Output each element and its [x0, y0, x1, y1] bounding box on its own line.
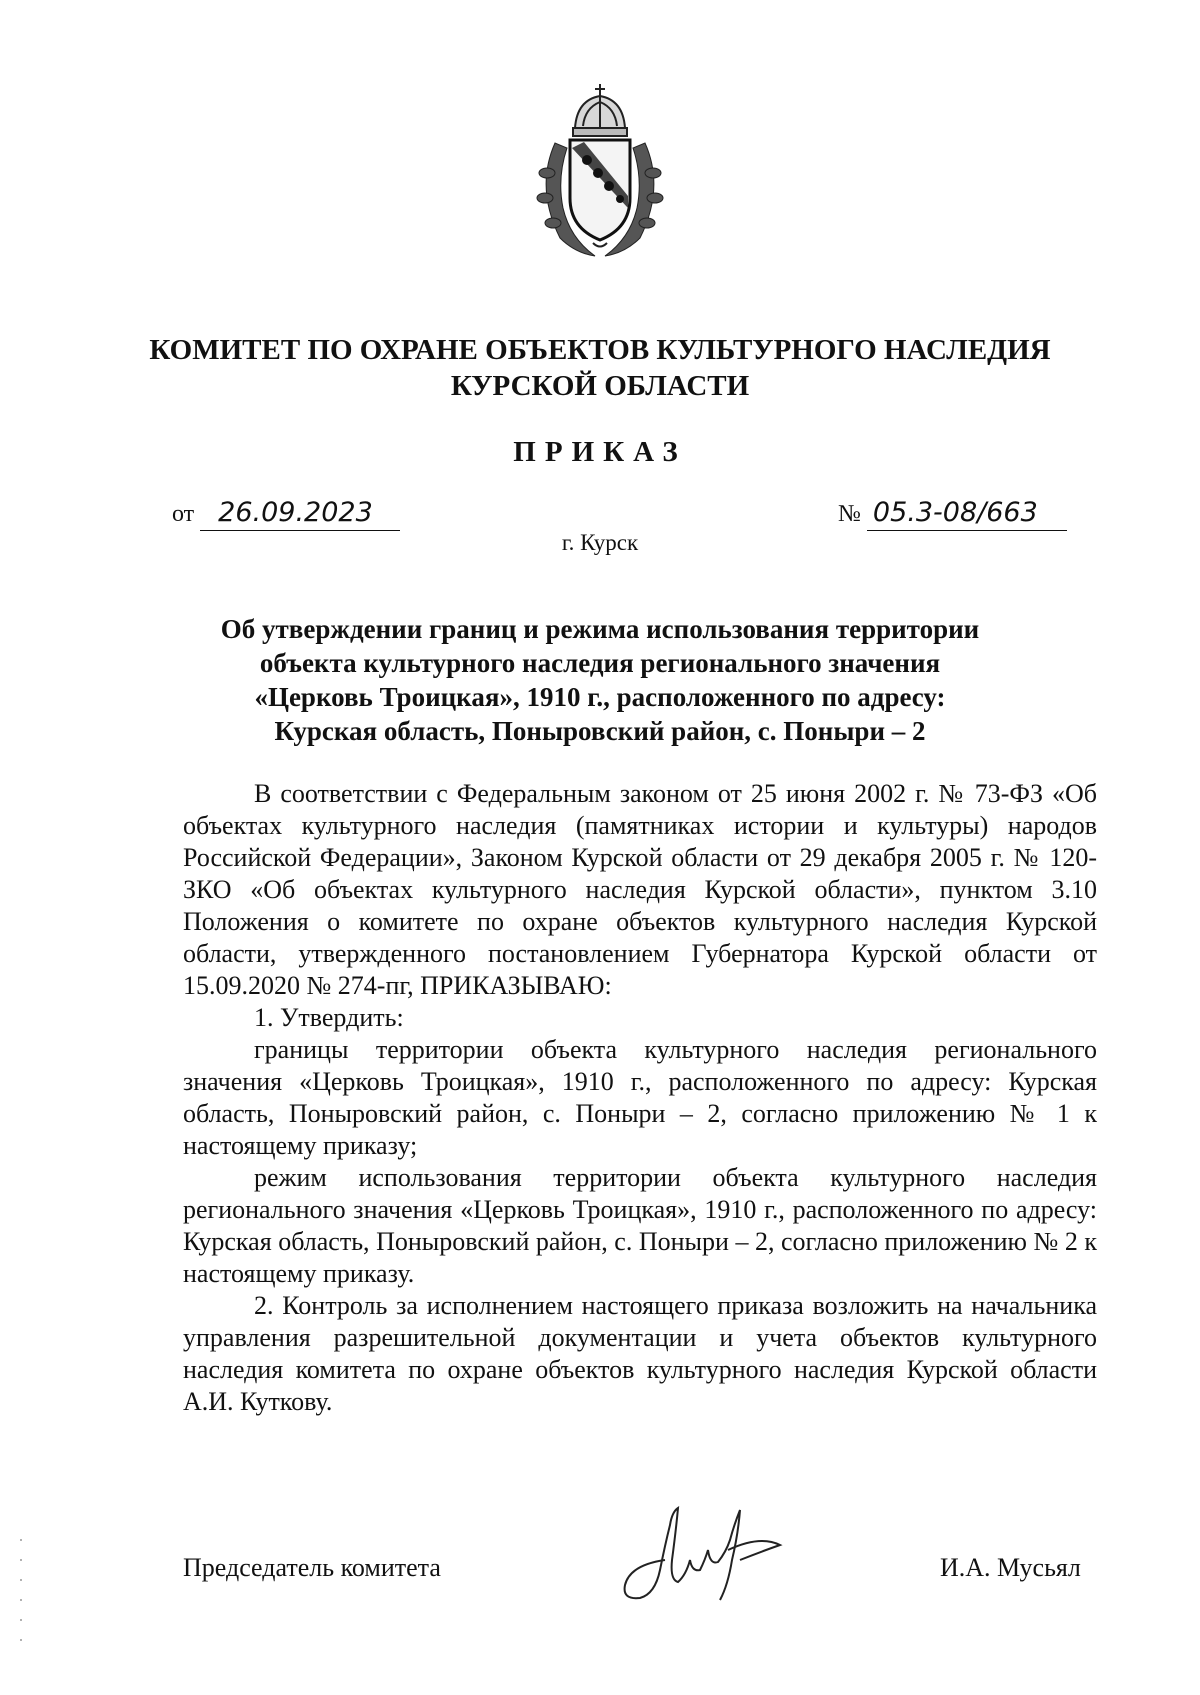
date-value: 26.09.2023	[200, 497, 400, 531]
body-paragraph-item-2: 2. Контроль за исполнением настоящего приказа возложить на начальника управления разрешительной документации и учета объектов культурного наследия комитета по охране объектов культурного наследия Курской области А.И. Куткову.	[183, 1291, 1097, 1416]
body-paragraph-boundaries: границы территории объекта культурного наследия регионального значения «Церковь Троицкая», 1910 г., расположенного по адресу: Курская область, Поныровский район, с. Поныри – 2, согласно приложению № 1 к настоящему приказу;	[183, 1035, 1097, 1160]
title-line: Об утверждении границ и режима использования территории	[220, 614, 980, 644]
date-prefix: от	[172, 501, 195, 527]
number-value: 05.3-08/663	[867, 497, 1067, 531]
title-line: Курская область, Поныровский район, с. Поныри – 2	[274, 716, 926, 746]
body-paragraph-preamble: В соответствии с Федеральным законом от 25 июня 2002 г. № 73-ФЗ «Об объектах культурного наследия (памятниках истории и культуры) народов Российской Федерации», Законом Курской области от 29 декабря 2005 г. № 120-ЗКО «Об объектах культурного наследия Курской области», пунктом 3.10 Положения о комитете по охране объектов культурного наследия Курской области, утвержденного постановлением Губернатора Курской области от 15.09.2020 № 274-пг, ПРИКАЗЫВАЮ:	[183, 779, 1097, 1000]
body-paragraph-regime: режим использования территории объекта культурного наследия регионального значения «Церковь Троицкая», 1910 г., расположенного по адресу: Курская область, Поныровский район, с. Поныри – 2, согласно приложению № 2 к настоящему приказу.	[183, 1163, 1097, 1288]
organization-name	[100, 332, 1100, 404]
signer-title: Председатель комитета	[183, 1553, 441, 1582]
title-line: «Церковь Троицкая», 1910 г., расположенного по адресу:	[254, 682, 946, 712]
title-line: объекта культурного наследия регионального значения	[259, 648, 941, 678]
organization-name-line1: КОМИТЕТ ПО ОХРАНЕ ОБЪЕКТОВ КУЛЬТУРНОГО НАСЛЕДИЯ	[149, 334, 1051, 366]
city: г. Курск	[561, 530, 639, 555]
document-body	[183, 778, 1097, 1418]
document-type: ПРИКАЗ	[513, 436, 687, 468]
organization-name-line2: КУРСКОЙ ОБЛАСТИ	[450, 370, 750, 402]
document-title	[150, 612, 1050, 748]
number-prefix: №	[838, 501, 861, 527]
scan-edge-marks	[18, 1530, 24, 1670]
handwritten-signature	[610, 1490, 810, 1610]
signer-name: И.А. Мусьял	[940, 1553, 1081, 1582]
coat-of-arms-emblem	[525, 78, 675, 263]
number-row	[838, 497, 1067, 531]
date-row	[172, 497, 400, 531]
body-paragraph-item-1: 1. Утвердить:	[254, 1003, 404, 1032]
